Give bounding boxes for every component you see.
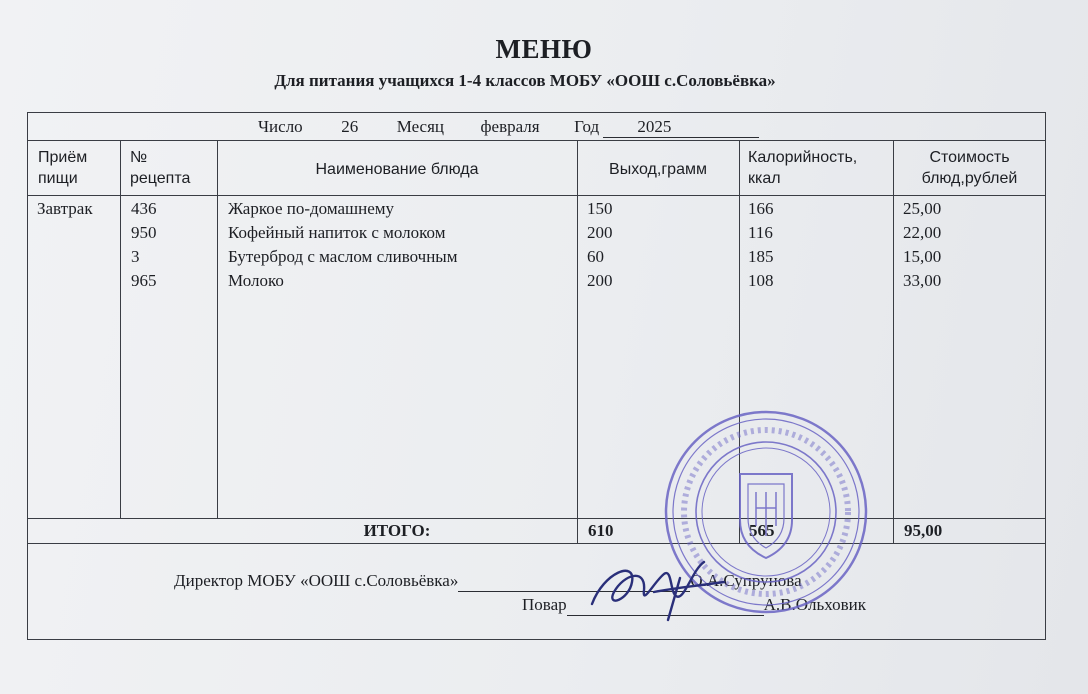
- day-label: Число: [258, 117, 303, 136]
- cost-cell: 25,00: [903, 199, 942, 218]
- divider-below-total: [27, 543, 1046, 544]
- calories-cell: 166: [748, 199, 774, 218]
- day-value: 26: [341, 117, 359, 136]
- weight-cell: 150: [587, 199, 613, 218]
- page-subtitle: Для питания учащихся 1-4 классов МОБУ «ООШ с.Соловьёвка»: [274, 71, 776, 90]
- weight-column: [587, 197, 613, 293]
- handwritten-signature-icon: [584, 552, 734, 622]
- header-meal: Приём пищи: [38, 149, 88, 187]
- month-value: февраля: [480, 117, 540, 136]
- total-cost: 95,00: [904, 521, 943, 540]
- recipe-column: [131, 197, 157, 293]
- calories-cell: 116: [748, 223, 773, 242]
- header-calories: Калорийность, ккал: [748, 149, 858, 187]
- dish-cell: Молоко: [228, 271, 284, 290]
- year-value: 2025: [637, 117, 672, 136]
- weight-cell: 60: [587, 247, 604, 266]
- director-label: Директор МОБУ «ООШ с.Соловьёвка»: [174, 571, 459, 590]
- recipe-cell: 965: [131, 271, 157, 290]
- weight-cell: 200: [587, 223, 613, 242]
- col-divider-3: [577, 140, 578, 543]
- header-recipe: № рецепта: [130, 149, 191, 187]
- director-name: О.А.Супрунова: [690, 571, 802, 590]
- recipe-cell: 950: [131, 223, 157, 242]
- col-divider-1: [120, 140, 121, 519]
- header-weight: Выход,грамм: [609, 161, 707, 178]
- cook-name: А.В.Ольховик: [763, 595, 866, 614]
- recipe-cell: 436: [131, 199, 157, 218]
- col-divider-2: [217, 140, 218, 519]
- cost-cell: 33,00: [903, 271, 942, 290]
- cost-cell: 15,00: [903, 247, 942, 266]
- month-label: Месяц: [396, 117, 445, 136]
- total-weight: 610: [588, 521, 614, 540]
- page-title: МЕНЮ: [495, 34, 593, 64]
- weight-cell: 200: [587, 271, 613, 290]
- cost-column: [903, 197, 941, 293]
- date-line: [258, 117, 759, 138]
- col-divider-5: [893, 140, 894, 543]
- dish-cell: Бутерброд с маслом сливочным: [228, 247, 458, 266]
- dish-column: [228, 197, 458, 293]
- year-label: Год: [574, 117, 600, 136]
- cost-cell: 22,00: [903, 223, 942, 242]
- meal-name: Завтрак: [37, 199, 93, 218]
- calories-cell: 185: [748, 247, 774, 266]
- total-label: ИТОГО:: [363, 521, 431, 540]
- dish-cell: Жаркое по-домашнему: [228, 199, 395, 218]
- cook-label: Повар: [522, 595, 567, 614]
- recipe-cell: 3: [131, 247, 140, 266]
- calories-column: [748, 197, 774, 293]
- total-calories: 565: [749, 521, 775, 540]
- calories-cell: 108: [748, 271, 774, 290]
- dish-cell: Кофейный напиток с молоком: [228, 223, 446, 242]
- header-dish: Наименование блюда: [315, 161, 479, 178]
- header-cost: Стоимость блюд,рублей: [921, 149, 1018, 187]
